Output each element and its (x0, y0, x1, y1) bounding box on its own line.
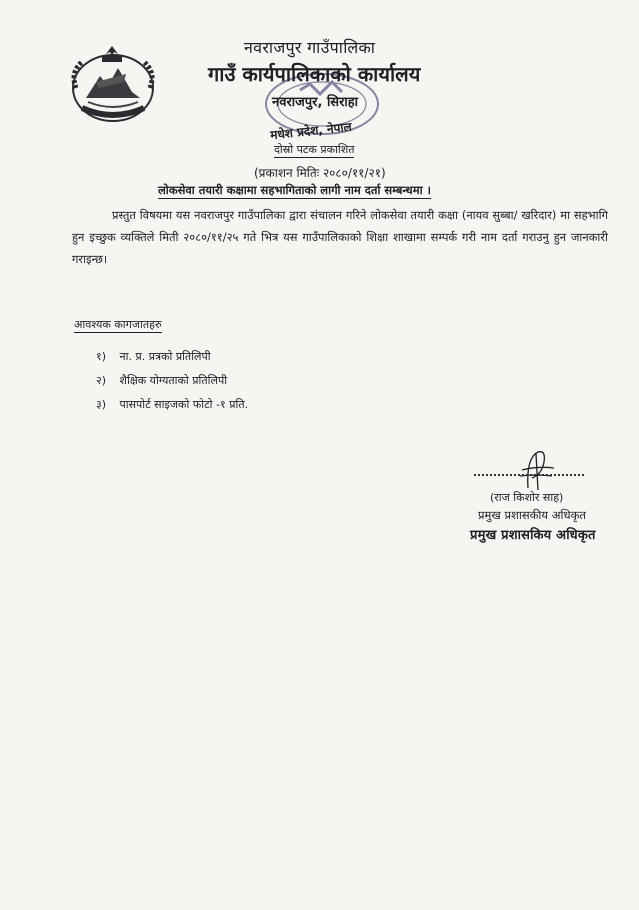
list-item-number: १) (96, 350, 107, 363)
notice-type: दोस्रो पटक प्रकाशित (274, 143, 355, 156)
government-emblem-icon (66, 42, 160, 124)
list-item (96, 348, 248, 372)
signatory-stamp-title: प्रमुख प्रशासकिय अधिकृत (470, 528, 596, 543)
list-item (96, 372, 248, 396)
office-title: गाउँ कार्यपालिकाको कार्यालय (208, 62, 421, 86)
notice-subject: लोकसेवा तयारी कक्षामा सहभागिताको लागी नाम दर्ता सम्बन्धमा । (158, 183, 431, 197)
signatory-name: (राज किशोर साह) (490, 491, 564, 504)
province-line: मधेश प्रदेश, नेपाल (269, 119, 353, 143)
list-item (96, 396, 248, 420)
signatory-title: प्रमुख प्रशासकीय अधिकृत (478, 508, 586, 522)
notice-body: प्रस्तुत विषयमा यस नवराजपुर गाउँपालिका द्वारा संचालन गरिने लोकसेवा तयारी कक्षा (नायव सुब्बा/ खरिदार) मा सहभागि हुन इच्छुक व्यक्तिले मिती २०८०/११/२५ गते भित्र यस गाउँपालिकाको शिक्षा शाखामा सम्पर्क गरी नाम दर्ता गराउनु हुन जानकारी गराइन्छ। (72, 208, 608, 266)
list-item-text: शैक्षिक योग्यताको प्रतिलिपी (119, 374, 228, 387)
office-address: नवराजपुर, सिराहा (272, 95, 359, 110)
list-item-text: ना. प्र. प्रत्रको प्रतिलिपी (119, 350, 211, 363)
list-item-text: पासपोर्ट साइजको फोटो -१ प्रति. (119, 398, 249, 411)
list-item-number: २) (96, 374, 107, 387)
list-item-number: ३) (96, 398, 107, 411)
documents-heading: आवश्यक कागजातहरु (74, 318, 162, 331)
municipality-name: नवराजपुर गाउँपालिका (244, 38, 376, 57)
publication-date: (प्रकाशन मितिः २०८०/११/२१) (254, 166, 386, 180)
handwritten-signature-icon (508, 448, 562, 492)
signature-line (474, 474, 584, 476)
documents-list (96, 348, 248, 420)
